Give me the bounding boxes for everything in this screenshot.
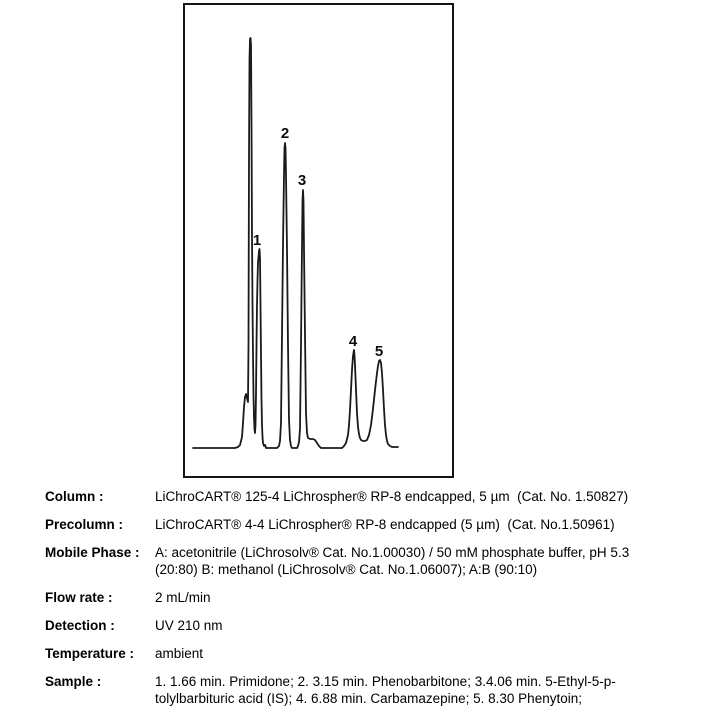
detail-row-flow-rate xyxy=(45,589,695,606)
detail-row-mobile-phase xyxy=(45,544,695,578)
peak-label-5: 5 xyxy=(374,343,384,360)
mobile-phase-value xyxy=(155,544,629,578)
chromatogram-trace xyxy=(193,38,398,448)
sample-line2: tolylbarbituric acid (IS); 4. 6.88 min. Carbamazepine; 5. 8.30 Phenytoin; xyxy=(155,691,582,706)
sample-label: Sample : xyxy=(45,674,102,689)
detection-label: Detection : xyxy=(45,618,115,633)
mobile-phase-line1: A: acetonitrile (LiChrosolv® Cat. No.1.00030) / 50 mM phosphate buffer, pH 5.3 xyxy=(155,545,630,560)
detail-row-temperature xyxy=(45,645,695,662)
flow-rate-value: 2 mL/min xyxy=(155,590,211,605)
precolumn-label: Precolumn : xyxy=(45,517,124,532)
detail-row-detection xyxy=(45,617,695,634)
detection-value: UV 210 nm xyxy=(155,618,223,633)
peak-label-1: 1 xyxy=(252,232,262,249)
chromatogram-frame xyxy=(183,3,454,478)
temperature-label: Temperature : xyxy=(45,646,135,661)
detail-row-column xyxy=(45,488,695,505)
detail-row-precolumn xyxy=(45,516,695,533)
detail-row-sample xyxy=(45,673,695,707)
precolumn-value: LiChroCART® 4-4 LiChrospher® RP-8 endcapped (5 µm) (Cat. No.1.50961) xyxy=(155,517,615,532)
mobile-phase-label: Mobile Phase : xyxy=(45,545,140,560)
temperature-value: ambient xyxy=(155,646,204,661)
peak-label-4: 4 xyxy=(348,333,358,350)
flow-rate-label: Flow rate : xyxy=(45,590,113,605)
mobile-phase-line2: (20:80) B: methanol (LiChrosolv® Cat. No.1.06007); A:B (90:10) xyxy=(155,562,538,577)
column-label: Column : xyxy=(45,489,104,504)
peak-label-3: 3 xyxy=(297,172,307,189)
sample-line1: 1. 1.66 min. Primidone; 2. 3.15 min. Phenobarbitone; 3.4.06 min. 5-Ethyl-5-p- xyxy=(155,674,616,689)
peak-label-2: 2 xyxy=(280,125,290,142)
sample-value xyxy=(155,673,616,707)
chromatogram-svg xyxy=(185,5,452,476)
method-details xyxy=(45,488,695,718)
column-value: LiChroCART® 125-4 LiChrospher® RP-8 endcapped, 5 µm (Cat. No. 1.50827) xyxy=(155,489,629,504)
